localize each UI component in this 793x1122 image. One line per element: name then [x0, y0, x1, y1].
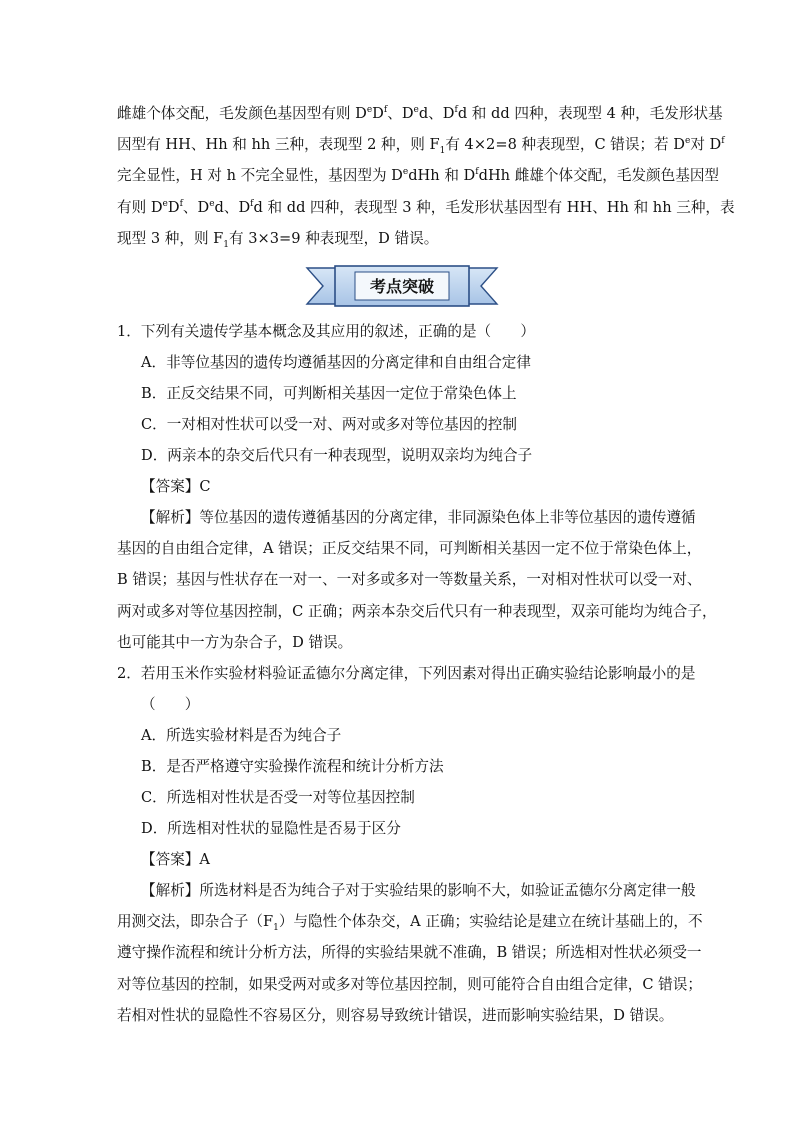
banner-ribbon-icon [305, 264, 499, 308]
q2-option-c: C．所选相对性状是否受一对等位基因控制 [141, 789, 415, 806]
q2-option-b: B．是否严格遵守实验操作流程和统计分析方法 [141, 758, 444, 775]
q2-option-d: D．所选相对性状的显隐性是否易于区分 [141, 820, 401, 837]
q1-answer [141, 471, 211, 502]
answer-label: 【答案】 [141, 851, 200, 868]
q1-analysis: 【解析】等位基因的遗传遵循基因的分离定律，非同源染色体上非等位基因的遗传遵循 基因的自由组合定律，A 错误；正反交结果不同，可判断相关基因一定不位于常染色体上， B 错误；基因与性状存在一对一、一对多或多对一等数量关系，一对相对性状可以受一对、 两对或多对等位基因控制，C 正确；两亲本杂交后代只有一种表现型，双亲可能均为纯合子， 也可能其中一方为杂合子，D 错误。 [117, 509, 717, 651]
intro-line-3: 完全显性，H 对 h 不完全显性，基因型为 DedHh 和 $D^fdHh$ 雌雄个体交配，毛发颜色基因型 [117, 167, 720, 185]
intro-line-1: 雌雄个体交配，毛发颜色基因型有则 $DeD^f$、Ded、$D^fd$ 和 dd 四种，表现型 4 种，毛发形状基 [117, 105, 723, 122]
q1-stem: 1．下列有关遗传学基本概念及其应用的叙述，正确的是（ ） [117, 323, 535, 340]
intro-paragraph [117, 98, 735, 254]
answer-label: 【答案】 [141, 478, 200, 495]
analysis-label: 【解析】 [141, 509, 200, 526]
section-banner [305, 264, 499, 308]
q2-stem-paren: （ ） [141, 696, 200, 713]
q1-option-a: A．非等位基因的遗传均遵循基因的分离定律和自由组合定律 [141, 354, 531, 371]
banner-text: 考点突破 [369, 277, 435, 296]
q2-option-a: A．所选实验材料是否为纯合子 [141, 727, 342, 744]
intro-line-2: 因型有 HH、Hh 和 hh 三种，表现型 2 种，则 $F_1$有 4×2=8 种表现型，C 错误；若 De对 $D^f$ [117, 136, 725, 157]
q2-answer [141, 844, 210, 875]
q2-analysis: 【解析】所选材料是否为纯合子对于实验结果的影响不大，如验证孟德尔分离定律一般 用测交法，即杂合子$(F_1)$与隐性个体杂交，A 正确；实验结论是建立在统计基础上的，不 遵守操作流程和统计分析方法，所得的实验结果就不准确，B 错误；所选相对性状必须受一 对等位基因的控制，如果受两对或多对等位基因控制，则可能符合自由组合定律，C 错误； 若相对性状的显隐性不容易区分，则容易导致统计错误，进而影响实验结果，D 错误。 [117, 882, 703, 1024]
q1-option-b: B．正反交结果不同，可判断相关基因一定位于常染色体上 [141, 385, 517, 402]
intro-line-4: 有则 $DeD^f$、Ded、$D^fd$ 和 dd 四种，表现型 3 种，毛发形状基因型有 HH、Hh 和 hh 三种，表 [117, 198, 735, 216]
intro-line-5: 现型 3 种，则 $F_1$有 3×3=9 种表现型，D 错误。 [117, 229, 439, 250]
q1-option-c: C．一对相对性状可以受一对、两对或多对等位基因的控制 [141, 416, 518, 433]
q1-option-d: D．两亲本的杂交后代只有一种表现型，说明双亲均为纯合子 [141, 447, 533, 464]
answer-value: A [199, 851, 210, 868]
q2-stem: 2．若用玉米作实验材料验证孟德尔分离定律，下列因素对得出正确实验结论影响最小的是 [117, 665, 696, 682]
analysis-label: 【解析】 [141, 882, 200, 899]
answer-value: C [199, 478, 211, 495]
